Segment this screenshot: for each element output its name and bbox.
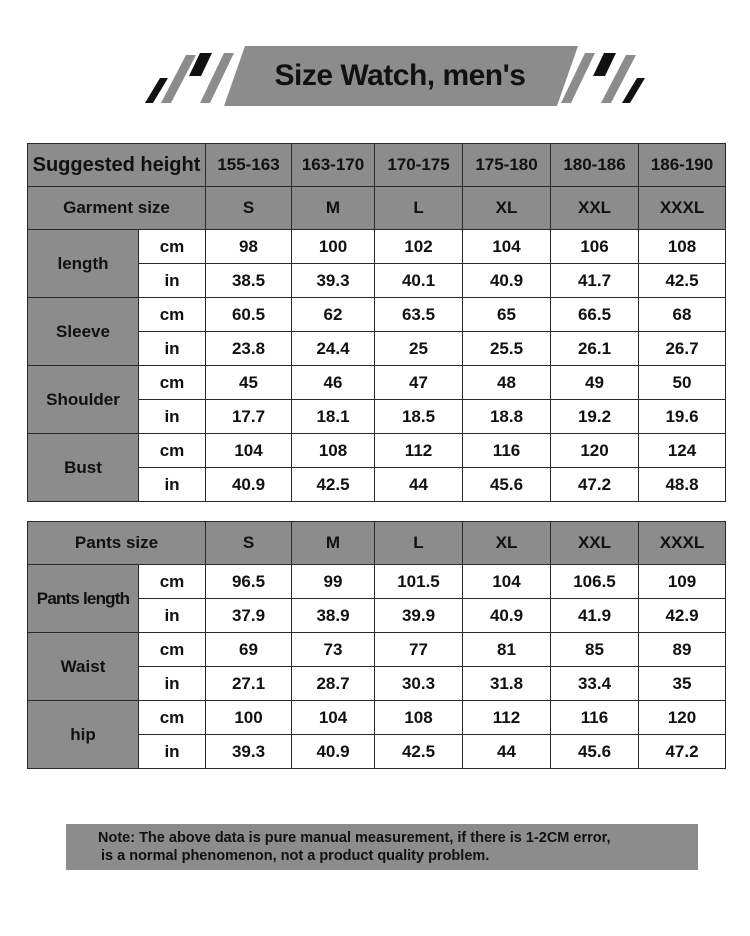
pants-size-row <box>28 522 726 565</box>
size-cell: XXXL <box>639 187 726 230</box>
value-cell: 112 <box>375 434 463 468</box>
height-row <box>28 144 726 187</box>
value-cell: 18.8 <box>463 400 551 434</box>
measurement-row-cm <box>28 366 726 400</box>
value-cell: 120 <box>639 701 726 735</box>
unit-cm: cm <box>139 298 206 332</box>
value-cell: 23.8 <box>206 332 292 366</box>
header-banner <box>0 0 750 130</box>
note-line-1: Note: The above data is pure manual measurement, if there is 1-2CM error, <box>98 830 611 846</box>
value-cell: 39.9 <box>375 599 463 633</box>
value-cell: 109 <box>639 565 726 599</box>
value-cell: 49 <box>551 366 639 400</box>
value-cell: 77 <box>375 633 463 667</box>
size-cell: XXL <box>551 187 639 230</box>
garment-size-table <box>27 143 726 502</box>
value-cell: 42.5 <box>375 735 463 769</box>
value-cell: 85 <box>551 633 639 667</box>
value-cell: 28.7 <box>292 667 375 701</box>
unit-cm: cm <box>139 633 206 667</box>
stripe-right-4 <box>622 78 645 103</box>
measurement-label: Pants length <box>28 565 139 633</box>
value-cell: 33.4 <box>551 667 639 701</box>
value-cell: 99 <box>292 565 375 599</box>
height-cell: 175-180 <box>463 144 551 187</box>
pants-size-table <box>27 521 726 769</box>
value-cell: 18.1 <box>292 400 375 434</box>
unit-in: in <box>139 264 206 298</box>
measurement-label: Bust <box>28 434 139 502</box>
value-cell: 45.6 <box>551 735 639 769</box>
unit-cm: cm <box>139 230 206 264</box>
value-cell: 60.5 <box>206 298 292 332</box>
disclaimer-note <box>66 824 698 870</box>
value-cell: 47 <box>375 366 463 400</box>
value-cell: 26.7 <box>639 332 726 366</box>
value-cell: 35 <box>639 667 726 701</box>
size-cell: L <box>375 187 463 230</box>
note-line-2: is a normal phenomenon, not a product quality problem. <box>101 848 490 864</box>
value-cell: 104 <box>292 701 375 735</box>
measurement-row-cm <box>28 230 726 264</box>
size-cell: L <box>375 522 463 565</box>
measurement-label: hip <box>28 701 139 769</box>
value-cell: 66.5 <box>551 298 639 332</box>
value-cell: 108 <box>292 434 375 468</box>
size-cell: M <box>292 187 375 230</box>
value-cell: 45 <box>206 366 292 400</box>
value-cell: 63.5 <box>375 298 463 332</box>
value-cell: 19.6 <box>639 400 726 434</box>
value-cell: 25 <box>375 332 463 366</box>
value-cell: 98 <box>206 230 292 264</box>
value-cell: 112 <box>463 701 551 735</box>
unit-in: in <box>139 599 206 633</box>
value-cell: 108 <box>375 701 463 735</box>
value-cell: 81 <box>463 633 551 667</box>
value-cell: 124 <box>639 434 726 468</box>
value-cell: 100 <box>206 701 292 735</box>
size-row <box>28 187 726 230</box>
unit-cm: cm <box>139 366 206 400</box>
value-cell: 44 <box>375 468 463 502</box>
value-cell: 108 <box>639 230 726 264</box>
value-cell: 42.5 <box>639 264 726 298</box>
value-cell: 25.5 <box>463 332 551 366</box>
measurement-label: Waist <box>28 633 139 701</box>
size-cell: XXXL <box>639 522 726 565</box>
value-cell: 68 <box>639 298 726 332</box>
value-cell: 116 <box>551 701 639 735</box>
size-cell: S <box>206 522 292 565</box>
value-cell: 38.5 <box>206 264 292 298</box>
value-cell: 38.9 <box>292 599 375 633</box>
measurement-row-cm <box>28 701 726 735</box>
value-cell: 24.4 <box>292 332 375 366</box>
value-cell: 41.7 <box>551 264 639 298</box>
value-cell: 37.9 <box>206 599 292 633</box>
unit-in: in <box>139 468 206 502</box>
value-cell: 104 <box>463 565 551 599</box>
value-cell: 73 <box>292 633 375 667</box>
value-cell: 101.5 <box>375 565 463 599</box>
value-cell: 39.3 <box>206 735 292 769</box>
unit-cm: cm <box>139 701 206 735</box>
value-cell: 120 <box>551 434 639 468</box>
unit-in: in <box>139 735 206 769</box>
value-cell: 31.8 <box>463 667 551 701</box>
size-cell: XL <box>463 522 551 565</box>
garment-size-label: Garment size <box>28 187 206 230</box>
value-cell: 27.1 <box>206 667 292 701</box>
value-cell: 47.2 <box>551 468 639 502</box>
value-cell: 42.9 <box>639 599 726 633</box>
unit-cm: cm <box>139 565 206 599</box>
value-cell: 65 <box>463 298 551 332</box>
value-cell: 44 <box>463 735 551 769</box>
value-cell: 40.9 <box>292 735 375 769</box>
measurement-row-cm <box>28 565 726 599</box>
value-cell: 40.9 <box>206 468 292 502</box>
value-cell: 30.3 <box>375 667 463 701</box>
height-cell: 186-190 <box>639 144 726 187</box>
value-cell: 48 <box>463 366 551 400</box>
value-cell: 100 <box>292 230 375 264</box>
value-cell: 40.9 <box>463 264 551 298</box>
height-cell: 180-186 <box>551 144 639 187</box>
value-cell: 48.8 <box>639 468 726 502</box>
height-cell: 163-170 <box>292 144 375 187</box>
measurement-row-cm <box>28 434 726 468</box>
size-cell: XL <box>463 187 551 230</box>
value-cell: 104 <box>463 230 551 264</box>
unit-cm: cm <box>139 434 206 468</box>
unit-in: in <box>139 667 206 701</box>
height-cell: 155-163 <box>206 144 292 187</box>
value-cell: 41.9 <box>551 599 639 633</box>
value-cell: 19.2 <box>551 400 639 434</box>
measurement-label: Shoulder <box>28 366 139 434</box>
size-cell: XXL <box>551 522 639 565</box>
value-cell: 18.5 <box>375 400 463 434</box>
value-cell: 106 <box>551 230 639 264</box>
value-cell: 39.3 <box>292 264 375 298</box>
measurement-row-cm <box>28 633 726 667</box>
value-cell: 89 <box>639 633 726 667</box>
value-cell: 40.1 <box>375 264 463 298</box>
value-cell: 26.1 <box>551 332 639 366</box>
value-cell: 106.5 <box>551 565 639 599</box>
value-cell: 116 <box>463 434 551 468</box>
height-cell: 170-175 <box>375 144 463 187</box>
measurement-label: length <box>28 230 139 298</box>
value-cell: 96.5 <box>206 565 292 599</box>
value-cell: 42.5 <box>292 468 375 502</box>
pants-size-label: Pants size <box>28 522 206 565</box>
value-cell: 102 <box>375 230 463 264</box>
height-label: Suggested height <box>28 144 206 187</box>
value-cell: 69 <box>206 633 292 667</box>
unit-in: in <box>139 400 206 434</box>
measurement-label: Sleeve <box>28 298 139 366</box>
unit-in: in <box>139 332 206 366</box>
value-cell: 45.6 <box>463 468 551 502</box>
value-cell: 40.9 <box>463 599 551 633</box>
value-cell: 46 <box>292 366 375 400</box>
measurement-row-cm <box>28 298 726 332</box>
size-cell: S <box>206 187 292 230</box>
page-title: Size Watch, men's <box>274 59 526 92</box>
value-cell: 17.7 <box>206 400 292 434</box>
stripe-right-2 <box>593 53 616 76</box>
value-cell: 47.2 <box>639 735 726 769</box>
size-cell: M <box>292 522 375 565</box>
value-cell: 62 <box>292 298 375 332</box>
value-cell: 50 <box>639 366 726 400</box>
value-cell: 104 <box>206 434 292 468</box>
